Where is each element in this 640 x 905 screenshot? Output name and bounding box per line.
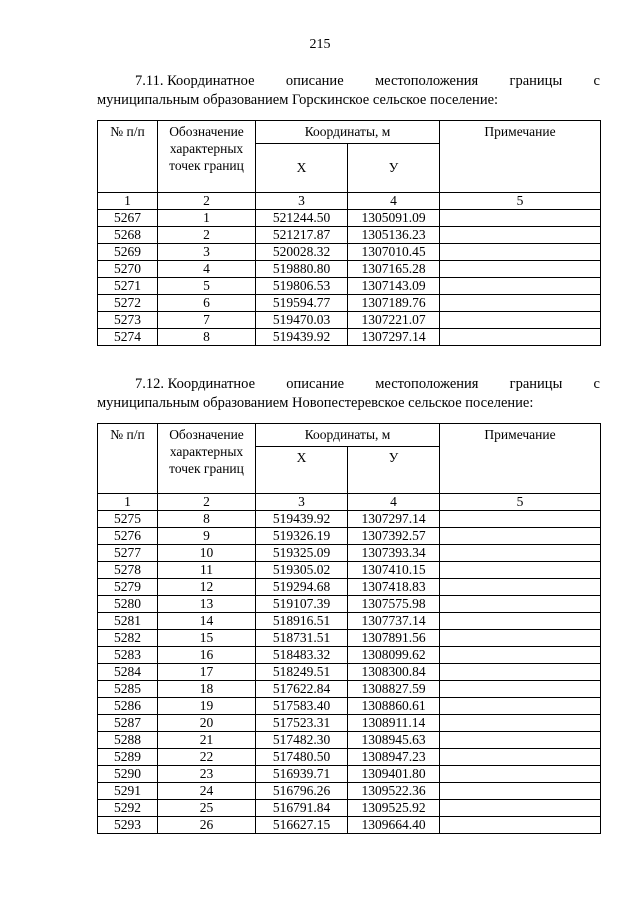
cell-note [440,715,601,732]
cell-note [440,596,601,613]
column-index: 5 [440,193,601,210]
cell-note [440,766,601,783]
table-row [98,630,601,647]
cell-x: 516627.15 [256,817,348,834]
cell-num: 5269 [98,244,158,261]
cell-num: 5273 [98,312,158,329]
cell-num: 5283 [98,647,158,664]
cell-y: 1307297.14 [348,511,440,528]
cell-num: 5279 [98,579,158,596]
cell-note [440,783,601,800]
cell-note [440,244,601,261]
cell-num: 5288 [98,732,158,749]
cell-note [440,579,601,596]
table-row [98,647,601,664]
cell-x: 518916.51 [256,613,348,630]
table-row [98,295,601,312]
table-row [98,278,601,295]
cell-y: 1309522.36 [348,783,440,800]
header-y: У [348,144,440,193]
cell-note [440,630,601,647]
header-coordinates: Координаты, м [256,121,440,144]
column-index: 3 [256,193,348,210]
coordinates-table-7-12 [97,423,601,834]
cell-x: 521244.50 [256,210,348,227]
cell-point: 23 [158,766,256,783]
cell-x: 517622.84 [256,681,348,698]
header-x: X [256,447,348,494]
cell-point: 25 [158,800,256,817]
cell-num: 5293 [98,817,158,834]
cell-note [440,698,601,715]
cell-point: 15 [158,630,256,647]
cell-point: 7 [158,312,256,329]
section-7-12-heading [97,375,600,413]
cell-point: 10 [158,545,256,562]
header-coordinates: Координаты, м [256,424,440,447]
column-index: 2 [158,193,256,210]
cell-note [440,647,601,664]
cell-num: 5291 [98,783,158,800]
cell-y: 1307418.83 [348,579,440,596]
cell-x: 519594.77 [256,295,348,312]
cell-note [440,329,601,346]
table-row [98,783,601,800]
table-row [98,766,601,783]
table-row [98,329,601,346]
cell-y: 1308945.63 [348,732,440,749]
cell-note [440,312,601,329]
table-row [98,715,601,732]
cell-y: 1307410.15 [348,562,440,579]
cell-point: 4 [158,261,256,278]
cell-note [440,613,601,630]
cell-point: 14 [158,613,256,630]
table-row [98,227,601,244]
table-row [98,613,601,630]
cell-y: 1308860.61 [348,698,440,715]
table-row [98,545,601,562]
table-row [98,732,601,749]
table-row [98,210,601,227]
cell-note [440,681,601,698]
cell-x: 516791.84 [256,800,348,817]
cell-x: 519305.02 [256,562,348,579]
table-row [98,800,601,817]
cell-note [440,295,601,312]
heading-word: 7.11. Координатное [135,73,255,89]
column-index: 5 [440,494,601,511]
cell-point: 22 [158,749,256,766]
cell-point: 11 [158,562,256,579]
cell-note [440,545,601,562]
heading-line-1 [97,375,600,394]
cell-point: 20 [158,715,256,732]
cell-point: 3 [158,244,256,261]
cell-point: 13 [158,596,256,613]
cell-y: 1308827.59 [348,681,440,698]
cell-note [440,817,601,834]
cell-y: 1307575.98 [348,596,440,613]
column-index: 4 [348,494,440,511]
header-y: У [348,447,440,494]
cell-point: 5 [158,278,256,295]
cell-num: 5267 [98,210,158,227]
table-row [98,698,601,715]
table-row [98,681,601,698]
header-note: Примечание [440,121,601,193]
cell-num: 5275 [98,511,158,528]
cell-num: 5280 [98,596,158,613]
cell-note [440,511,601,528]
cell-point: 19 [158,698,256,715]
cell-x: 519470.03 [256,312,348,329]
header-num: № п/п [98,121,158,193]
header-designation: Обозначение характерных точек границ [158,424,256,494]
heading-word: границы [509,376,563,392]
cell-x: 519439.92 [256,329,348,346]
heading-word: описание [285,73,344,89]
heading-word: с [593,376,600,392]
cell-x: 521217.87 [256,227,348,244]
cell-y: 1307189.76 [348,295,440,312]
cell-num: 5270 [98,261,158,278]
column-index: 1 [98,193,158,210]
section-7-11-heading [97,72,600,110]
table-body [98,511,601,834]
cell-num: 5276 [98,528,158,545]
header-designation: Обозначение характерных точек границ [158,121,256,193]
cell-num: 5282 [98,630,158,647]
cell-y: 1308911.14 [348,715,440,732]
cell-point: 8 [158,329,256,346]
table-row [98,312,601,329]
heading-word: местоположения [375,376,479,392]
cell-x: 519325.09 [256,545,348,562]
cell-num: 5289 [98,749,158,766]
cell-x: 518249.51 [256,664,348,681]
cell-x: 517482.30 [256,732,348,749]
cell-num: 5274 [98,329,158,346]
cell-num: 5281 [98,613,158,630]
cell-y: 1305136.23 [348,227,440,244]
cell-note [440,800,601,817]
column-index: 3 [256,494,348,511]
table-row [98,817,601,834]
cell-y: 1308300.84 [348,664,440,681]
cell-x: 519439.92 [256,511,348,528]
header-num: № п/п [98,424,158,494]
cell-point: 24 [158,783,256,800]
cell-num: 5278 [98,562,158,579]
cell-y: 1309525.92 [348,800,440,817]
cell-y: 1305091.09 [348,210,440,227]
cell-y: 1308099.62 [348,647,440,664]
heading-word: 7.12. Координатное [135,376,256,392]
cell-note [440,227,601,244]
cell-point: 2 [158,227,256,244]
cell-x: 517480.50 [256,749,348,766]
heading-word: описание [286,376,345,392]
cell-x: 516939.71 [256,766,348,783]
cell-x: 517583.40 [256,698,348,715]
heading-word: границы [509,73,563,89]
cell-y: 1307010.45 [348,244,440,261]
cell-note [440,749,601,766]
cell-x: 517523.31 [256,715,348,732]
cell-y: 1307143.09 [348,278,440,295]
cell-x: 519294.68 [256,579,348,596]
cell-note [440,732,601,749]
table-row [98,244,601,261]
cell-y: 1307221.07 [348,312,440,329]
cell-num: 5287 [98,715,158,732]
cell-x: 518483.32 [256,647,348,664]
cell-note [440,210,601,227]
heading-word: местоположения [374,73,479,89]
cell-x: 518731.51 [256,630,348,647]
cell-point: 1 [158,210,256,227]
heading-word: с [593,73,600,89]
cell-num: 5284 [98,664,158,681]
cell-note [440,261,601,278]
column-index: 4 [348,193,440,210]
table-row [98,528,601,545]
cell-x: 519880.80 [256,261,348,278]
cell-y: 1307393.34 [348,545,440,562]
heading-line-1 [97,72,600,91]
cell-point: 6 [158,295,256,312]
page-number: 215 [309,37,331,52]
table-row [98,562,601,579]
table-row [98,596,601,613]
cell-num: 5286 [98,698,158,715]
cell-point: 16 [158,647,256,664]
cell-num: 5271 [98,278,158,295]
table-row [98,664,601,681]
cell-note [440,528,601,545]
cell-num: 5290 [98,766,158,783]
header-note: Примечание [440,424,601,494]
cell-x: 516796.26 [256,783,348,800]
cell-num: 5268 [98,227,158,244]
heading-line-2: муниципальным образованием Новопестеревское сельское поселение: [97,395,534,411]
cell-y: 1307891.56 [348,630,440,647]
cell-point: 12 [158,579,256,596]
cell-num: 5292 [98,800,158,817]
header-x: X [256,144,348,193]
cell-point: 18 [158,681,256,698]
column-index: 1 [98,494,158,511]
table-body [98,210,601,346]
cell-y: 1308947.23 [348,749,440,766]
cell-num: 5277 [98,545,158,562]
cell-point: 26 [158,817,256,834]
cell-num: 5285 [98,681,158,698]
cell-x: 519806.53 [256,278,348,295]
cell-num: 5272 [98,295,158,312]
cell-y: 1307297.14 [348,329,440,346]
cell-note [440,664,601,681]
cell-y: 1307737.14 [348,613,440,630]
cell-point: 17 [158,664,256,681]
cell-y: 1309401.80 [348,766,440,783]
table-row [98,261,601,278]
cell-x: 519326.19 [256,528,348,545]
table-row [98,511,601,528]
cell-x: 519107.39 [256,596,348,613]
cell-note [440,562,601,579]
cell-point: 9 [158,528,256,545]
cell-point: 21 [158,732,256,749]
cell-y: 1307165.28 [348,261,440,278]
cell-y: 1309664.40 [348,817,440,834]
table-row [98,749,601,766]
cell-x: 520028.32 [256,244,348,261]
coordinates-table-7-11 [97,120,601,346]
column-index: 2 [158,494,256,511]
cell-y: 1307392.57 [348,528,440,545]
cell-point: 8 [158,511,256,528]
table-row [98,579,601,596]
heading-line-2: муниципальным образованием Горскинское сельское поселение: [97,92,499,108]
cell-note [440,278,601,295]
